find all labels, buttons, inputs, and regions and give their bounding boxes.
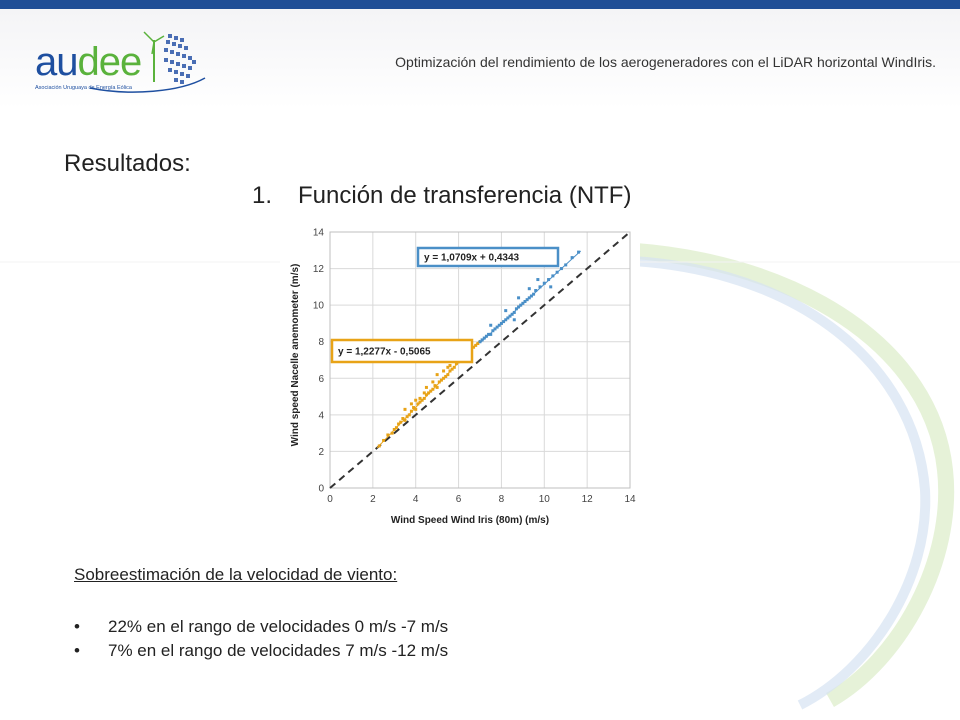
data-point [528,287,531,290]
data-point [534,289,537,292]
data-point [378,444,381,447]
data-point [571,256,574,259]
x-tick-label: 14 [624,494,636,505]
data-point [543,282,546,285]
data-point [395,426,398,429]
data-point [453,366,456,369]
data-point [564,263,567,266]
data-point [414,408,417,411]
header-title: Optimización del rendimiento de los aerogeneradores con el LiDAR horizontal WindIris. [395,54,936,70]
section-title: Resultados: [64,150,191,177]
equation-label: y = 1,2277x - 0,5065 [338,346,431,358]
chart-background [280,222,640,528]
x-tick-label: 8 [498,494,505,505]
x-tick-label: 6 [455,494,462,505]
y-tick-label: 14 [312,227,324,239]
bullet-icon: • [74,641,80,660]
data-point [386,433,389,436]
logo-wordmark [35,42,141,82]
audee-logo [30,30,210,100]
list-item-text: 22% en el rango de velocidades 0 m/s -7 m/s [108,617,449,636]
data-point [436,373,439,376]
data-point [410,410,413,413]
data-point [419,397,422,400]
bullet-icon: • [74,617,80,636]
x-tick-label: 4 [412,494,419,505]
data-point [513,318,516,321]
y-tick-label: 4 [318,410,324,422]
y-tick-label: 6 [318,373,324,385]
data-point [489,324,492,327]
x-tick-label: 12 [581,494,593,505]
list-item-text: 7% en el rango de velocidades 7 m/s -12 m/s [108,641,449,660]
data-point [382,439,385,442]
data-point [431,380,434,383]
data-point [517,296,520,299]
data-point [513,311,516,314]
x-tick-label: 10 [538,494,550,505]
x-tick-label: 0 [327,494,333,505]
data-point [549,285,552,288]
data-point [423,397,426,400]
data-point [556,271,559,274]
data-point [425,386,428,389]
data-point [404,408,407,411]
overestimation-list [74,615,448,663]
data-point [536,278,539,281]
x-tick-label: 2 [370,494,376,505]
overestimation-title: Sobreestimación de la velocidad de viento: [74,565,398,584]
data-point [399,421,402,424]
logo-subtitle: Asociación Uruguaya de Energía Eólica [35,85,132,91]
data-point [404,419,407,422]
data-point [449,364,452,367]
y-tick-label: 2 [318,446,324,458]
data-point [414,399,417,402]
logo-text-au: au [35,40,78,84]
subsection-number: 1. [252,182,273,209]
list-item [74,639,448,663]
subsection-text: Función de transferencia (NTF) [298,182,632,209]
equation-label: y = 1,0709x + 0,4343 [424,252,520,264]
data-point [436,386,439,389]
data-point [532,293,535,296]
data-point [442,369,445,372]
data-point [504,309,507,312]
data-point [489,333,492,336]
data-point [391,432,394,435]
subsection-title [252,182,631,210]
data-point [560,267,563,270]
y-tick-label: 0 [318,483,324,495]
data-point [431,388,434,391]
logo-text-dee: dee [77,40,142,84]
data-point [551,274,554,277]
data-point [539,285,542,288]
data-point [408,413,411,416]
data-point [423,391,426,394]
data-point [577,251,580,254]
x-axis-label: Wind Speed Wind Iris (80m) (m/s) [390,515,550,526]
y-axis-label: Wind speed Nacelle anemometer (m/s) [290,263,301,447]
scatter-chart [280,222,640,528]
data-point [446,373,449,376]
data-point [410,402,413,405]
y-tick-label: 12 [312,264,324,276]
y-tick-label: 8 [318,337,324,349]
data-point [547,278,550,281]
list-item [74,615,448,639]
y-tick-label: 10 [312,300,324,312]
top-bar [0,0,960,9]
